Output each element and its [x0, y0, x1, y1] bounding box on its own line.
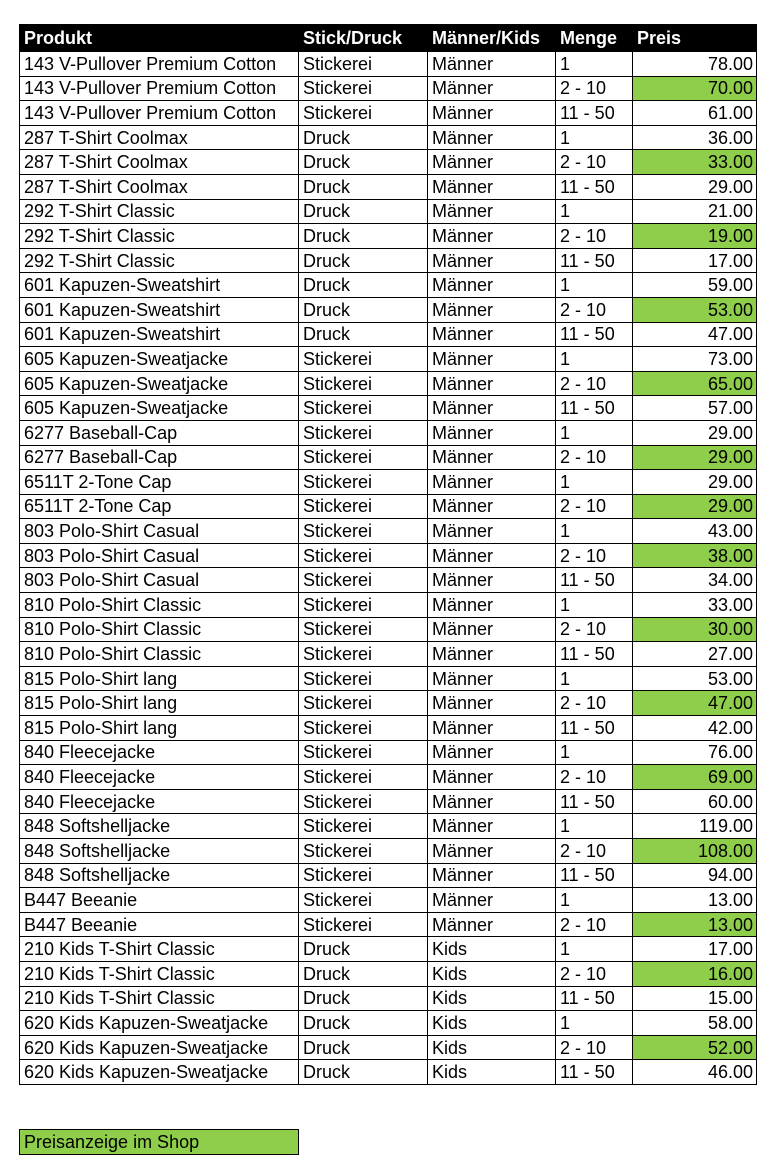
- cell-maenner-kids: Männer: [428, 494, 556, 519]
- table-row: [20, 716, 757, 741]
- cell-maenner-kids: Männer: [428, 716, 556, 741]
- cell-menge: 2 - 10: [556, 1035, 633, 1060]
- cell-preis: 29.00: [633, 174, 757, 199]
- cell-maenner-kids: Kids: [428, 1060, 556, 1085]
- cell-produkt: 605 Kapuzen-Sweatjacke: [20, 396, 299, 421]
- cell-produkt: 6511T 2-Tone Cap: [20, 470, 299, 495]
- cell-preis: 59.00: [633, 273, 757, 298]
- cell-menge: 2 - 10: [556, 76, 633, 101]
- cell-preis: 33.00: [633, 593, 757, 618]
- column-header-produkt: Produkt: [20, 25, 299, 52]
- cell-preis: 43.00: [633, 519, 757, 544]
- cell-maenner-kids: Männer: [428, 691, 556, 716]
- cell-produkt: 803 Polo-Shirt Casual: [20, 519, 299, 544]
- cell-stick-druck: Druck: [299, 1060, 428, 1085]
- cell-maenner-kids: Männer: [428, 347, 556, 372]
- cell-produkt: 810 Polo-Shirt Classic: [20, 617, 299, 642]
- cell-maenner-kids: Männer: [428, 912, 556, 937]
- cell-maenner-kids: Männer: [428, 839, 556, 864]
- table-row: [20, 912, 757, 937]
- cell-preis: 108.00: [633, 839, 757, 864]
- table-row: [20, 125, 757, 150]
- cell-stick-druck: Stickerei: [299, 642, 428, 667]
- cell-preis: 13.00: [633, 912, 757, 937]
- table-row: [20, 101, 757, 126]
- table-row: [20, 76, 757, 101]
- cell-stick-druck: Stickerei: [299, 568, 428, 593]
- cell-stick-druck: Stickerei: [299, 666, 428, 691]
- cell-stick-druck: Stickerei: [299, 396, 428, 421]
- table-row: [20, 961, 757, 986]
- cell-menge: 1: [556, 125, 633, 150]
- cell-produkt: 840 Fleecejacke: [20, 789, 299, 814]
- cell-stick-druck: Stickerei: [299, 814, 428, 839]
- cell-preis: 53.00: [633, 297, 757, 322]
- cell-stick-druck: Stickerei: [299, 691, 428, 716]
- cell-menge: 1: [556, 347, 633, 372]
- cell-menge: 11 - 50: [556, 568, 633, 593]
- cell-maenner-kids: Männer: [428, 642, 556, 667]
- cell-stick-druck: Druck: [299, 248, 428, 273]
- cell-stick-druck: Stickerei: [299, 470, 428, 495]
- cell-stick-druck: Stickerei: [299, 765, 428, 790]
- cell-stick-druck: Druck: [299, 986, 428, 1011]
- cell-maenner-kids: Männer: [428, 150, 556, 175]
- cell-menge: 2 - 10: [556, 765, 633, 790]
- table-row: [20, 347, 757, 372]
- table-row: [20, 519, 757, 544]
- cell-maenner-kids: Männer: [428, 322, 556, 347]
- cell-menge: 1: [556, 740, 633, 765]
- cell-menge: 2 - 10: [556, 371, 633, 396]
- cell-preis: 73.00: [633, 347, 757, 372]
- cell-menge: 2 - 10: [556, 297, 633, 322]
- cell-maenner-kids: Männer: [428, 617, 556, 642]
- cell-menge: 11 - 50: [556, 322, 633, 347]
- cell-stick-druck: Stickerei: [299, 740, 428, 765]
- cell-preis: 57.00: [633, 396, 757, 421]
- cell-produkt: 601 Kapuzen-Sweatshirt: [20, 297, 299, 322]
- table-row: [20, 740, 757, 765]
- header-row: [20, 25, 757, 52]
- cell-preis: 17.00: [633, 248, 757, 273]
- cell-preis: 119.00: [633, 814, 757, 839]
- price-table: [19, 24, 757, 1085]
- cell-produkt: 605 Kapuzen-Sweatjacke: [20, 347, 299, 372]
- cell-produkt: 620 Kids Kapuzen-Sweatjacke: [20, 1060, 299, 1085]
- cell-menge: 1: [556, 273, 633, 298]
- cell-menge: 2 - 10: [556, 494, 633, 519]
- cell-menge: 1: [556, 52, 633, 77]
- cell-produkt: 620 Kids Kapuzen-Sweatjacke: [20, 1011, 299, 1036]
- cell-maenner-kids: Kids: [428, 1035, 556, 1060]
- table-row: [20, 888, 757, 913]
- cell-menge: 11 - 50: [556, 101, 633, 126]
- cell-menge: 11 - 50: [556, 863, 633, 888]
- cell-maenner-kids: Männer: [428, 174, 556, 199]
- cell-maenner-kids: Männer: [428, 814, 556, 839]
- cell-stick-druck: Druck: [299, 150, 428, 175]
- table-row: [20, 1011, 757, 1036]
- table-row: [20, 937, 757, 962]
- cell-maenner-kids: Männer: [428, 273, 556, 298]
- cell-maenner-kids: Männer: [428, 445, 556, 470]
- cell-produkt: 803 Polo-Shirt Casual: [20, 568, 299, 593]
- table-row: [20, 568, 757, 593]
- cell-menge: 1: [556, 937, 633, 962]
- cell-menge: 11 - 50: [556, 986, 633, 1011]
- cell-menge: 11 - 50: [556, 396, 633, 421]
- cell-stick-druck: Stickerei: [299, 519, 428, 544]
- cell-maenner-kids: Männer: [428, 593, 556, 618]
- table-row: [20, 322, 757, 347]
- cell-preis: 47.00: [633, 691, 757, 716]
- cell-produkt: 292 T-Shirt Classic: [20, 248, 299, 273]
- cell-produkt: 815 Polo-Shirt lang: [20, 691, 299, 716]
- cell-preis: 33.00: [633, 150, 757, 175]
- cell-menge: 1: [556, 420, 633, 445]
- cell-produkt: 810 Polo-Shirt Classic: [20, 593, 299, 618]
- cell-preis: 76.00: [633, 740, 757, 765]
- cell-produkt: 810 Polo-Shirt Classic: [20, 642, 299, 667]
- cell-stick-druck: Stickerei: [299, 347, 428, 372]
- table-row: [20, 52, 757, 77]
- table-row: [20, 1035, 757, 1060]
- cell-produkt: 848 Softshelljacke: [20, 839, 299, 864]
- table-row: [20, 420, 757, 445]
- table-row: [20, 248, 757, 273]
- table-row: [20, 371, 757, 396]
- cell-produkt: B447 Beeanie: [20, 888, 299, 913]
- table-row: [20, 150, 757, 175]
- table-row: [20, 593, 757, 618]
- table-row: [20, 642, 757, 667]
- cell-preis: 16.00: [633, 961, 757, 986]
- table-row: [20, 617, 757, 642]
- cell-produkt: 601 Kapuzen-Sweatshirt: [20, 273, 299, 298]
- table-row: [20, 199, 757, 224]
- cell-maenner-kids: Männer: [428, 125, 556, 150]
- table-header: [20, 25, 757, 52]
- cell-menge: 11 - 50: [556, 716, 633, 741]
- table-row: [20, 224, 757, 249]
- cell-maenner-kids: Männer: [428, 543, 556, 568]
- cell-stick-druck: Druck: [299, 937, 428, 962]
- cell-menge: 11 - 50: [556, 1060, 633, 1085]
- cell-stick-druck: Stickerei: [299, 494, 428, 519]
- cell-preis: 65.00: [633, 371, 757, 396]
- cell-preis: 19.00: [633, 224, 757, 249]
- cell-produkt: 287 T-Shirt Coolmax: [20, 150, 299, 175]
- table-row: [20, 863, 757, 888]
- cell-stick-druck: Stickerei: [299, 716, 428, 741]
- cell-stick-druck: Druck: [299, 322, 428, 347]
- cell-produkt: 210 Kids T-Shirt Classic: [20, 961, 299, 986]
- cell-maenner-kids: Kids: [428, 961, 556, 986]
- cell-maenner-kids: Männer: [428, 420, 556, 445]
- cell-preis: 60.00: [633, 789, 757, 814]
- cell-stick-druck: Stickerei: [299, 912, 428, 937]
- cell-produkt: 210 Kids T-Shirt Classic: [20, 986, 299, 1011]
- cell-preis: 34.00: [633, 568, 757, 593]
- cell-stick-druck: Stickerei: [299, 371, 428, 396]
- table-row: [20, 986, 757, 1011]
- cell-menge: 1: [556, 593, 633, 618]
- cell-produkt: 803 Polo-Shirt Casual: [20, 543, 299, 568]
- cell-produkt: 840 Fleecejacke: [20, 740, 299, 765]
- cell-menge: 11 - 50: [556, 789, 633, 814]
- cell-menge: 1: [556, 666, 633, 691]
- cell-produkt: 6277 Baseball-Cap: [20, 445, 299, 470]
- cell-stick-druck: Druck: [299, 273, 428, 298]
- cell-produkt: 143 V-Pullover Premium Cotton: [20, 76, 299, 101]
- table-row: [20, 396, 757, 421]
- cell-menge: 2 - 10: [556, 912, 633, 937]
- cell-stick-druck: Druck: [299, 174, 428, 199]
- cell-preis: 53.00: [633, 666, 757, 691]
- cell-preis: 69.00: [633, 765, 757, 790]
- cell-produkt: 292 T-Shirt Classic: [20, 199, 299, 224]
- cell-menge: 11 - 50: [556, 248, 633, 273]
- cell-produkt: 848 Softshelljacke: [20, 863, 299, 888]
- cell-produkt: 143 V-Pullover Premium Cotton: [20, 101, 299, 126]
- column-header-menge: Menge: [556, 25, 633, 52]
- cell-stick-druck: Stickerei: [299, 101, 428, 126]
- cell-preis: 17.00: [633, 937, 757, 962]
- cell-produkt: 605 Kapuzen-Sweatjacke: [20, 371, 299, 396]
- cell-preis: 78.00: [633, 52, 757, 77]
- cell-stick-druck: Druck: [299, 1035, 428, 1060]
- cell-preis: 21.00: [633, 199, 757, 224]
- cell-menge: 2 - 10: [556, 543, 633, 568]
- cell-maenner-kids: Kids: [428, 937, 556, 962]
- cell-preis: 13.00: [633, 888, 757, 913]
- table-row: [20, 470, 757, 495]
- cell-maenner-kids: Männer: [428, 248, 556, 273]
- cell-menge: 2 - 10: [556, 691, 633, 716]
- cell-stick-druck: Stickerei: [299, 888, 428, 913]
- cell-preis: 15.00: [633, 986, 757, 1011]
- cell-menge: 11 - 50: [556, 642, 633, 667]
- cell-stick-druck: Stickerei: [299, 52, 428, 77]
- cell-stick-druck: Druck: [299, 199, 428, 224]
- cell-stick-druck: Stickerei: [299, 76, 428, 101]
- cell-maenner-kids: Männer: [428, 371, 556, 396]
- cell-preis: 29.00: [633, 420, 757, 445]
- cell-maenner-kids: Männer: [428, 297, 556, 322]
- table-row: [20, 765, 757, 790]
- cell-preis: 58.00: [633, 1011, 757, 1036]
- cell-maenner-kids: Männer: [428, 224, 556, 249]
- table-row: [20, 174, 757, 199]
- cell-maenner-kids: Männer: [428, 101, 556, 126]
- cell-maenner-kids: Kids: [428, 986, 556, 1011]
- cell-menge: 2 - 10: [556, 445, 633, 470]
- cell-maenner-kids: Männer: [428, 396, 556, 421]
- table-row: [20, 1060, 757, 1085]
- cell-maenner-kids: Männer: [428, 740, 556, 765]
- cell-preis: 30.00: [633, 617, 757, 642]
- cell-menge: 2 - 10: [556, 224, 633, 249]
- cell-maenner-kids: Männer: [428, 519, 556, 544]
- cell-produkt: 292 T-Shirt Classic: [20, 224, 299, 249]
- table-row: [20, 814, 757, 839]
- cell-produkt: 6277 Baseball-Cap: [20, 420, 299, 445]
- cell-maenner-kids: Männer: [428, 568, 556, 593]
- cell-stick-druck: Druck: [299, 125, 428, 150]
- legend-preisanzeige: [19, 1129, 299, 1155]
- cell-produkt: B447 Beeanie: [20, 912, 299, 937]
- cell-produkt: 210 Kids T-Shirt Classic: [20, 937, 299, 962]
- cell-produkt: 815 Polo-Shirt lang: [20, 666, 299, 691]
- cell-maenner-kids: Männer: [428, 199, 556, 224]
- cell-produkt: 620 Kids Kapuzen-Sweatjacke: [20, 1035, 299, 1060]
- cell-preis: 29.00: [633, 494, 757, 519]
- cell-stick-druck: Stickerei: [299, 863, 428, 888]
- cell-menge: 1: [556, 470, 633, 495]
- cell-preis: 47.00: [633, 322, 757, 347]
- cell-menge: 11 - 50: [556, 174, 633, 199]
- table-row: [20, 494, 757, 519]
- cell-produkt: 6511T 2-Tone Cap: [20, 494, 299, 519]
- cell-preis: 38.00: [633, 543, 757, 568]
- cell-produkt: 601 Kapuzen-Sweatshirt: [20, 322, 299, 347]
- table-row: [20, 297, 757, 322]
- table-row: [20, 445, 757, 470]
- cell-menge: 1: [556, 888, 633, 913]
- cell-stick-druck: Stickerei: [299, 420, 428, 445]
- cell-menge: 1: [556, 814, 633, 839]
- cell-maenner-kids: Männer: [428, 863, 556, 888]
- cell-stick-druck: Druck: [299, 1011, 428, 1036]
- cell-menge: 1: [556, 519, 633, 544]
- table-row: [20, 543, 757, 568]
- cell-maenner-kids: Männer: [428, 888, 556, 913]
- cell-preis: 36.00: [633, 125, 757, 150]
- cell-preis: 70.00: [633, 76, 757, 101]
- cell-maenner-kids: Männer: [428, 666, 556, 691]
- cell-preis: 52.00: [633, 1035, 757, 1060]
- cell-stick-druck: Druck: [299, 961, 428, 986]
- cell-preis: 94.00: [633, 863, 757, 888]
- table-row: [20, 273, 757, 298]
- cell-menge: 2 - 10: [556, 150, 633, 175]
- cell-stick-druck: Stickerei: [299, 617, 428, 642]
- cell-produkt: 287 T-Shirt Coolmax: [20, 174, 299, 199]
- cell-produkt: 287 T-Shirt Coolmax: [20, 125, 299, 150]
- table-row: [20, 839, 757, 864]
- column-header-maenner-kids: Männer/Kids: [428, 25, 556, 52]
- cell-maenner-kids: Männer: [428, 470, 556, 495]
- cell-stick-druck: Stickerei: [299, 839, 428, 864]
- cell-preis: 46.00: [633, 1060, 757, 1085]
- column-header-preis: Preis: [633, 25, 757, 52]
- cell-menge: 2 - 10: [556, 961, 633, 986]
- table-row: [20, 789, 757, 814]
- cell-stick-druck: Stickerei: [299, 593, 428, 618]
- cell-maenner-kids: Männer: [428, 52, 556, 77]
- cell-stick-druck: Stickerei: [299, 789, 428, 814]
- cell-produkt: 848 Softshelljacke: [20, 814, 299, 839]
- cell-preis: 42.00: [633, 716, 757, 741]
- cell-produkt: 143 V-Pullover Premium Cotton: [20, 52, 299, 77]
- cell-maenner-kids: Kids: [428, 1011, 556, 1036]
- cell-stick-druck: Stickerei: [299, 445, 428, 470]
- table-body: [20, 52, 757, 1085]
- table-row: [20, 691, 757, 716]
- cell-preis: 27.00: [633, 642, 757, 667]
- column-header-stick-druck: Stick/Druck: [299, 25, 428, 52]
- cell-menge: 2 - 10: [556, 617, 633, 642]
- cell-preis: 29.00: [633, 470, 757, 495]
- cell-menge: 2 - 10: [556, 839, 633, 864]
- cell-preis: 61.00: [633, 101, 757, 126]
- cell-menge: 1: [556, 199, 633, 224]
- cell-produkt: 815 Polo-Shirt lang: [20, 716, 299, 741]
- cell-menge: 1: [556, 1011, 633, 1036]
- cell-maenner-kids: Männer: [428, 789, 556, 814]
- cell-produkt: 840 Fleecejacke: [20, 765, 299, 790]
- cell-stick-druck: Druck: [299, 297, 428, 322]
- table-row: [20, 666, 757, 691]
- cell-maenner-kids: Männer: [428, 76, 556, 101]
- cell-preis: 29.00: [633, 445, 757, 470]
- cell-stick-druck: Stickerei: [299, 543, 428, 568]
- cell-stick-druck: Druck: [299, 224, 428, 249]
- cell-maenner-kids: Männer: [428, 765, 556, 790]
- legend-label: Preisanzeige im Shop: [24, 1132, 200, 1152]
